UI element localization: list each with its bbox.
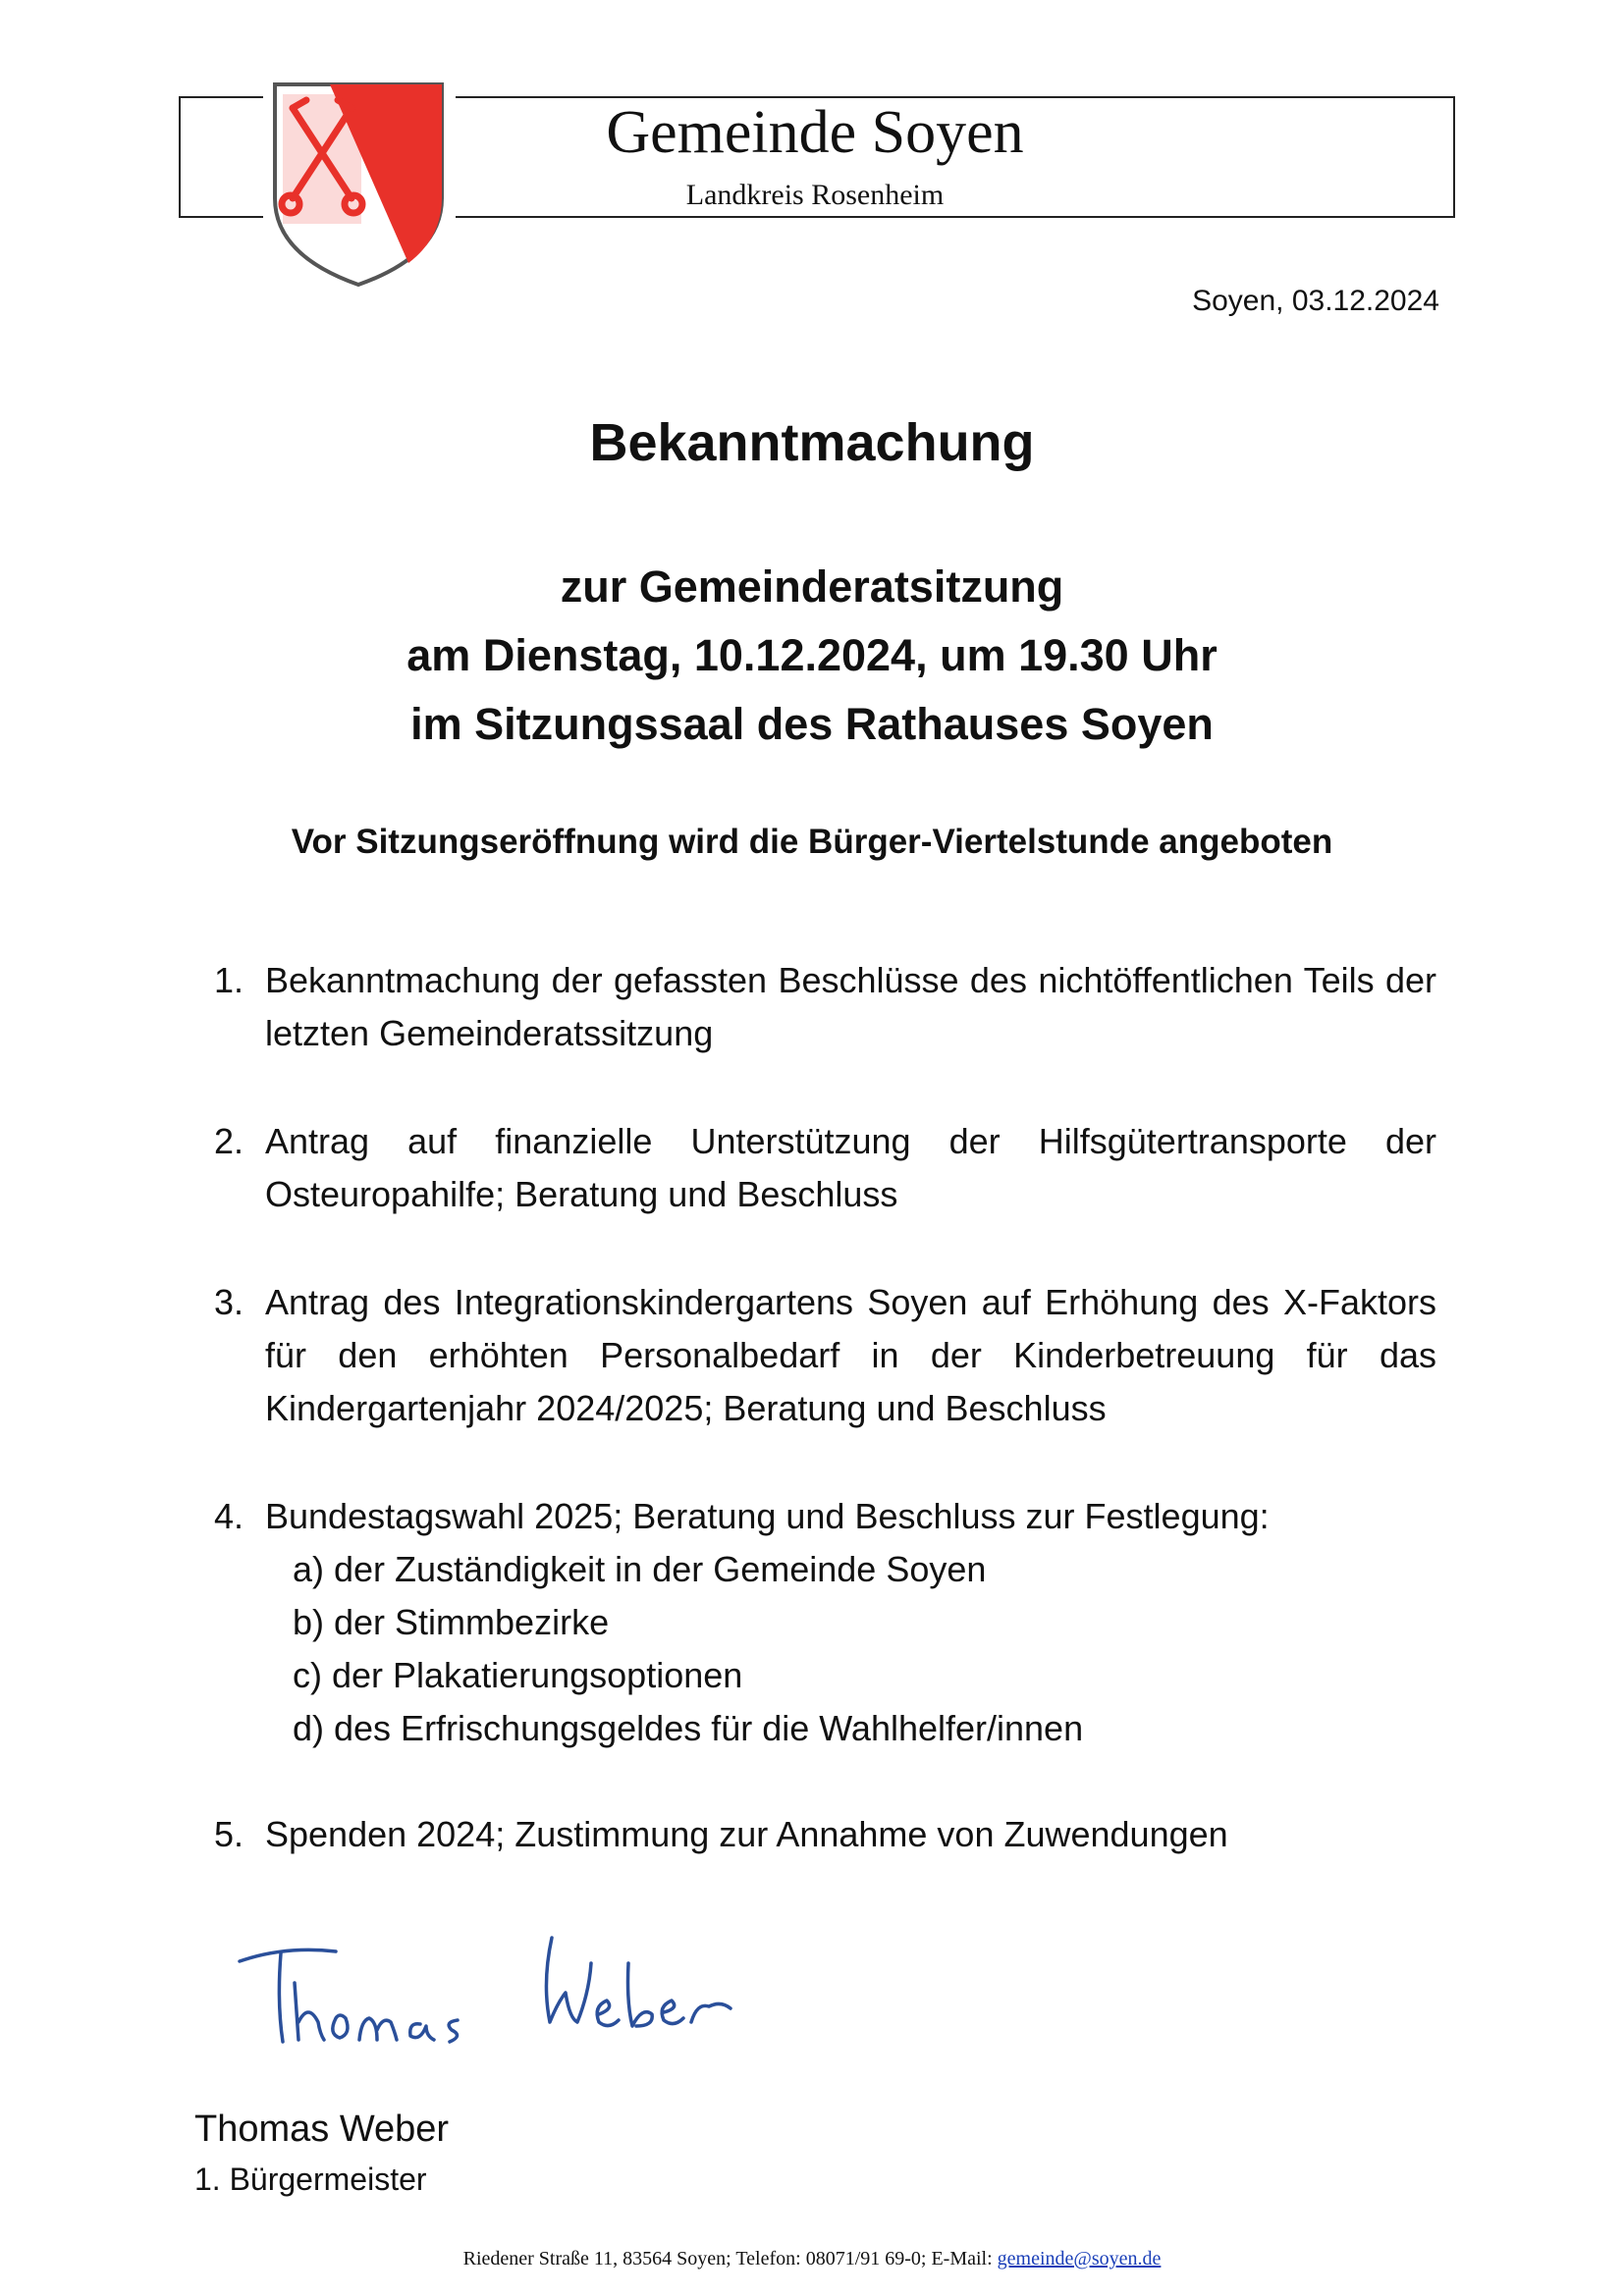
agenda-item-1 (214, 954, 1436, 1060)
agenda-item-number: 3. (214, 1282, 244, 1322)
document-date: Soyen, 03.12.2024 (1192, 285, 1439, 317)
agenda-item-5 (214, 1808, 1436, 1861)
org-name: Gemeinde Soyen (606, 99, 1024, 166)
footer-contact (0, 2248, 1624, 2270)
coat-of-arms-icon (271, 80, 446, 289)
agenda-item-text: Antrag auf finanzielle Unterstützung der Hilfsgütertransporte der Osteuropahilfe; Beratung und Beschluss (265, 1121, 1436, 1214)
agenda-subitem-c: c) der Plakatierungsoptionen (293, 1655, 743, 1695)
agenda-item-3 (214, 1276, 1436, 1435)
agenda-item-text: Antrag des Integrationskindergartens Soyen auf Erhöhung des X-Faktors für den erhöhten Personalbedarf in der Kinderbetreuung für das Kindergartenjahr 2024/2025; Beratung und Beschluss (265, 1282, 1436, 1428)
agenda-item-4 (214, 1490, 1436, 1543)
handwritten-signature (226, 1924, 795, 2071)
signer-name: Thomas Weber (194, 2109, 450, 2150)
agenda-item-number: 2. (214, 1121, 244, 1161)
meeting-details (0, 553, 1624, 759)
agenda-subitem-d: d) des Erfrischungsgeldes für die Wahlhelfer/innen (293, 1708, 1084, 1748)
footer-email-link[interactable]: gemeinde@soyen.de (997, 2248, 1162, 2269)
agenda-item-number: 1. (214, 960, 244, 1000)
agenda-item-text: Spenden 2024; Zustimmung zur Annahme von Zuwendungen (265, 1814, 1228, 1854)
agenda-item-text: Bundestagswahl 2025; Beratung und Beschluss zur Festlegung: (265, 1496, 1270, 1536)
agenda-item-number: 4. (214, 1496, 244, 1536)
document-title: Bekanntmachung (589, 413, 1035, 472)
agenda-subitem-b: b) der Stimmbezirke (293, 1602, 610, 1642)
meeting-location: im Sitzungssaal des Rathauses Soyen (410, 699, 1214, 749)
footer-address: Riedener Straße 11, 83564 Soyen; Telefon: 08071/91 69-0; E-Mail: (462, 2248, 998, 2269)
meeting-datetime: am Dienstag, 10.12.2024, um 19.30 Uhr (406, 630, 1218, 680)
district-name: Landkreis Rosenheim (685, 179, 945, 211)
agenda-subitem-a: a) der Zuständigkeit in der Gemeinde Soyen (293, 1549, 987, 1589)
signer-role: 1. Bürgermeister (194, 2162, 427, 2197)
agenda-item-text: Bekanntmachung der gefassten Beschlüsse des nichtöffentlichen Teils der letzten Gemeinderatssitzung (265, 960, 1436, 1053)
agenda-item-2 (214, 1115, 1436, 1221)
citizen-notice: Vor Sitzungseröffnung wird die Bürger-Viertelstunde angeboten (291, 823, 1333, 861)
meeting-type: zur Gemeinderatsitzung (560, 561, 1064, 612)
agenda-item-number: 5. (214, 1814, 244, 1854)
